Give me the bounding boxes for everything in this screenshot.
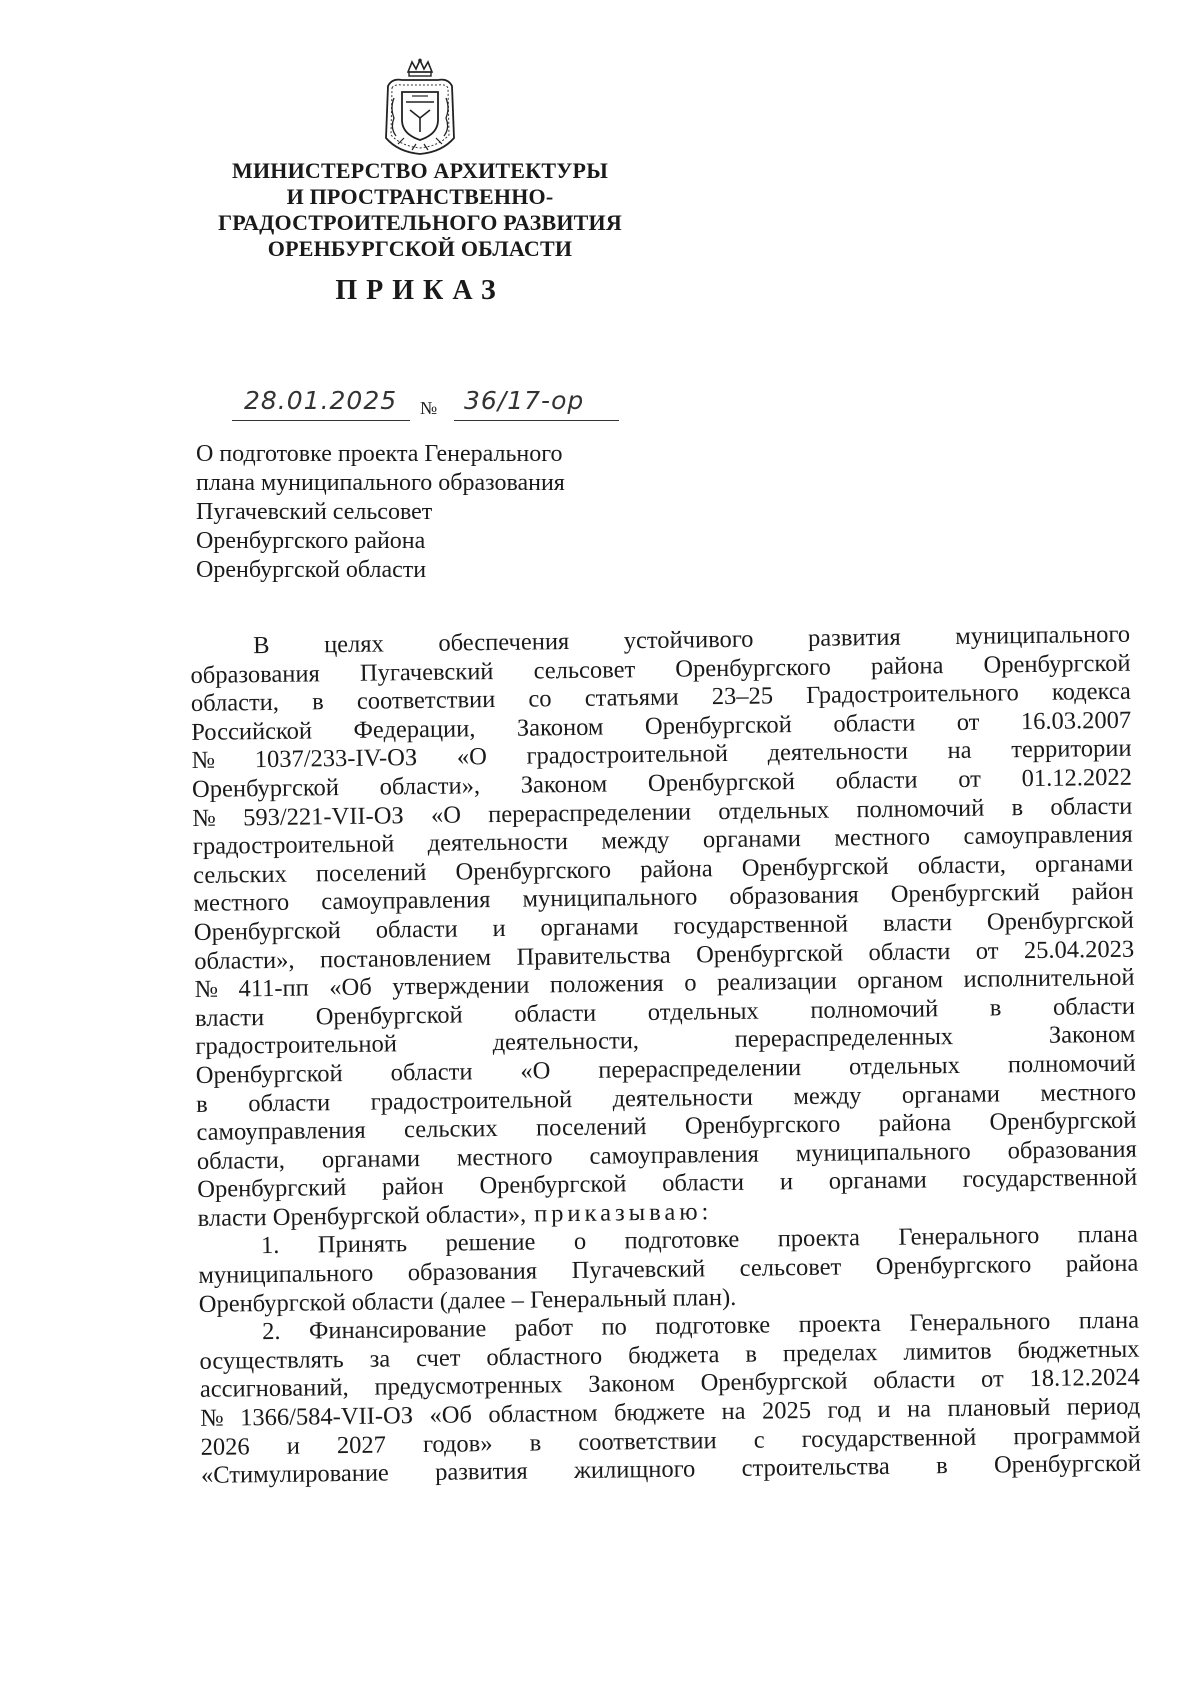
word: в bbox=[311, 688, 324, 716]
word: постановлением bbox=[319, 943, 492, 973]
word: Оренбургской bbox=[191, 774, 340, 803]
word: годов» bbox=[422, 1429, 493, 1458]
order-subject bbox=[196, 440, 676, 585]
number-underline bbox=[454, 420, 619, 421]
word: работ bbox=[514, 1314, 574, 1343]
word: Оренбургской bbox=[986, 906, 1135, 936]
word: сельсовет bbox=[739, 1253, 842, 1282]
word: «Об bbox=[329, 973, 372, 1002]
word: области bbox=[873, 1366, 956, 1395]
word: Законом bbox=[516, 713, 604, 742]
word: муниципального bbox=[198, 1259, 374, 1290]
word: Пугачевский bbox=[571, 1255, 706, 1285]
word: положения bbox=[549, 969, 664, 999]
word: Оренбургского bbox=[455, 856, 612, 886]
word: области», bbox=[379, 772, 481, 801]
word: устойчивого bbox=[623, 625, 754, 655]
word: пределах bbox=[782, 1338, 878, 1368]
word: Российской bbox=[191, 717, 313, 746]
word: полномочий bbox=[810, 994, 939, 1024]
subject-line: Оренбургской области bbox=[196, 557, 427, 583]
word: Оренбургской bbox=[644, 710, 792, 740]
word: плана bbox=[1077, 1221, 1139, 1249]
word: «Стимулирование bbox=[200, 1459, 390, 1490]
ministry-name-line: ГРАДОСТРОИТЕЛЬНОГО РАЗВИТИЯ bbox=[218, 210, 622, 235]
word: градостроительной bbox=[192, 830, 395, 861]
word: Законом bbox=[1048, 1020, 1136, 1050]
word: самоуправления bbox=[196, 1116, 366, 1147]
word: в bbox=[1011, 793, 1024, 821]
word: утверждении bbox=[392, 971, 530, 1001]
word: «О bbox=[456, 743, 487, 771]
word: от bbox=[958, 765, 982, 793]
word: образования bbox=[407, 1257, 538, 1287]
word: областном bbox=[488, 1399, 598, 1429]
word: района bbox=[1065, 1249, 1139, 1278]
word: осуществлять bbox=[199, 1345, 344, 1375]
word: власти bbox=[882, 908, 953, 937]
word: в bbox=[529, 1429, 542, 1457]
word: муниципального bbox=[522, 883, 698, 914]
word: власти bbox=[194, 1003, 265, 1032]
word: 18.12.2024 bbox=[1029, 1364, 1140, 1393]
word: статьями bbox=[584, 683, 679, 713]
word: 16.03.2007 bbox=[1020, 706, 1132, 735]
word: района bbox=[639, 854, 713, 883]
word: области bbox=[514, 999, 597, 1028]
word: плана bbox=[1078, 1306, 1140, 1335]
word: «О bbox=[430, 801, 462, 829]
word: за bbox=[369, 1345, 391, 1373]
word: 593/221-VII-ОЗ bbox=[242, 801, 404, 831]
word: на bbox=[906, 1395, 932, 1423]
ministry-name-line: ОРЕНБУРГСКОЙ ОБЛАСТИ bbox=[267, 236, 573, 261]
word: в bbox=[745, 1340, 758, 1368]
word: период bbox=[1066, 1392, 1141, 1421]
word: образования bbox=[190, 659, 320, 689]
word: области bbox=[375, 915, 458, 944]
handwritten-date: 28.01.2025 bbox=[244, 386, 398, 415]
word: плановый bbox=[947, 1393, 1051, 1423]
word: органом bbox=[857, 966, 944, 995]
word: области bbox=[1052, 992, 1136, 1021]
word: самоуправления bbox=[963, 820, 1133, 851]
word: областного bbox=[486, 1342, 603, 1372]
word: Генерального bbox=[898, 1222, 1040, 1252]
ministry-name-line: МИНИСТЕРСТВО АРХИТЕКТУРЫ bbox=[231, 158, 608, 183]
word: Оренбургской bbox=[983, 649, 1131, 679]
subject-line: Пугачевский сельсовет bbox=[196, 499, 433, 525]
word: местного bbox=[456, 1142, 553, 1172]
coat-of-arms-icon bbox=[382, 58, 458, 156]
word: Оренбургской bbox=[647, 768, 796, 797]
word: местного bbox=[193, 889, 290, 918]
word: сельских bbox=[403, 1115, 498, 1144]
body-text-line: Оренбургской области (далее – Генеральный план). bbox=[198, 1283, 737, 1318]
word: органами bbox=[901, 1079, 1001, 1109]
word: ассигнований, bbox=[199, 1374, 349, 1404]
word: программой bbox=[1013, 1421, 1141, 1450]
word: 25.04.2023 bbox=[1023, 935, 1135, 964]
word: Оренбургского bbox=[875, 1251, 1032, 1281]
word: подготовке bbox=[624, 1226, 740, 1255]
word: Законом bbox=[520, 770, 608, 799]
word: органами bbox=[1034, 849, 1134, 878]
word: градостроительной bbox=[526, 740, 729, 770]
word: от bbox=[980, 1365, 1004, 1394]
document-type-title: ПРИКАЗ bbox=[335, 275, 505, 306]
word: обеспечения bbox=[438, 628, 570, 657]
word: деятельности bbox=[427, 828, 569, 858]
word: области, bbox=[917, 851, 1007, 880]
word: области bbox=[390, 1058, 473, 1087]
word: о bbox=[573, 1228, 587, 1256]
word: местного bbox=[1040, 1078, 1137, 1107]
word: между bbox=[793, 1081, 862, 1110]
word: 1. bbox=[260, 1232, 280, 1260]
word: самоуправления bbox=[321, 886, 491, 916]
word: сельских bbox=[192, 860, 287, 889]
number-label: № bbox=[420, 398, 438, 418]
word: области bbox=[835, 766, 918, 795]
word: поселений bbox=[535, 1113, 647, 1142]
word: и bbox=[779, 1168, 794, 1196]
word: год bbox=[827, 1396, 862, 1424]
word: градостроительной bbox=[195, 1030, 398, 1061]
word: 1037/233-IV-ОЗ bbox=[254, 744, 418, 774]
word: строительства bbox=[741, 1453, 890, 1483]
word: муниципального bbox=[955, 620, 1131, 650]
word: государственной bbox=[801, 1423, 977, 1453]
word: проекта bbox=[777, 1224, 861, 1253]
body-text-line: власти Оренбургской области», bbox=[197, 1200, 527, 1232]
word: Генерального bbox=[909, 1308, 1051, 1337]
word: Оренбургского bbox=[684, 1110, 841, 1140]
word: счет bbox=[415, 1344, 461, 1372]
word: соответствии bbox=[578, 1426, 717, 1456]
word: и bbox=[492, 914, 506, 943]
word: области bbox=[833, 709, 916, 738]
word: Федерации, bbox=[353, 715, 476, 744]
word: Пугачевский bbox=[359, 657, 494, 687]
word: района bbox=[878, 1109, 952, 1138]
word: Градостроительного bbox=[806, 679, 1019, 710]
word: области bbox=[1050, 792, 1133, 821]
word: самоуправления bbox=[589, 1140, 759, 1170]
ministry-name-line: И ПРОСТРАНСТВЕННО- bbox=[286, 184, 554, 209]
word: в bbox=[935, 1452, 948, 1480]
word: поселений bbox=[315, 858, 427, 888]
word: на bbox=[721, 1397, 746, 1426]
word: район bbox=[381, 1173, 444, 1201]
word: отдельных bbox=[647, 997, 759, 1026]
word: в bbox=[989, 994, 1002, 1022]
word: от bbox=[956, 708, 980, 736]
word: полномочий bbox=[856, 794, 985, 823]
word: органами bbox=[540, 913, 639, 942]
subject-line: плана муниципального образования bbox=[196, 470, 565, 496]
word: «Об bbox=[429, 1401, 473, 1429]
word: перераспределении bbox=[598, 1053, 802, 1084]
word: области bbox=[248, 1088, 331, 1117]
word: развития bbox=[434, 1457, 528, 1487]
word: на bbox=[947, 737, 972, 765]
word: Оренбургского bbox=[675, 653, 831, 683]
word: области», bbox=[194, 946, 295, 975]
word: между bbox=[601, 826, 670, 855]
word: государственной bbox=[673, 910, 849, 940]
word: развития bbox=[807, 623, 901, 652]
word: образования bbox=[729, 881, 859, 911]
word: перераспределенных bbox=[734, 1023, 954, 1054]
word: полномочий bbox=[1007, 1049, 1136, 1079]
word: В bbox=[252, 631, 270, 660]
word: соответствии bbox=[356, 686, 496, 716]
word: и bbox=[286, 1432, 301, 1460]
word: 1366/584-VII-ОЗ bbox=[239, 1402, 414, 1432]
decree-word: приказываю: bbox=[533, 1198, 713, 1228]
word: Оренбургской bbox=[741, 852, 889, 882]
word: № bbox=[200, 1404, 224, 1432]
word: сельсовет bbox=[533, 655, 636, 685]
word: Оренбургский bbox=[890, 879, 1040, 909]
word: решение bbox=[445, 1229, 536, 1258]
word: области, bbox=[196, 1146, 286, 1175]
word: кодекса bbox=[1051, 677, 1132, 706]
word: отдельных bbox=[848, 1051, 961, 1081]
word: № bbox=[191, 747, 216, 775]
word: «О bbox=[520, 1057, 551, 1085]
word: перераспределении bbox=[488, 798, 692, 828]
word: области, bbox=[190, 689, 280, 718]
word: жилищного bbox=[573, 1455, 696, 1485]
word: 2027 bbox=[336, 1431, 387, 1459]
subject-line: О подготовке проекта Генерального bbox=[196, 441, 563, 467]
date-underline bbox=[232, 420, 410, 421]
word: 2026 bbox=[200, 1432, 250, 1461]
word: предусмотренных bbox=[374, 1371, 563, 1402]
word: Оренбургской bbox=[193, 916, 341, 946]
word: проекта bbox=[798, 1310, 882, 1339]
word: со bbox=[528, 685, 552, 713]
word: и bbox=[877, 1395, 891, 1424]
word: лимитов bbox=[903, 1337, 992, 1366]
word: органами bbox=[828, 1166, 927, 1195]
word: области bbox=[868, 937, 951, 966]
subject-line: Оренбургского района bbox=[196, 528, 426, 554]
word: градостроительной bbox=[370, 1085, 573, 1116]
word: Оренбургской bbox=[195, 1059, 343, 1089]
word: Оренбургской bbox=[695, 939, 844, 968]
word: бюджете bbox=[613, 1398, 706, 1427]
word: государственной bbox=[962, 1163, 1138, 1194]
word: № bbox=[194, 975, 219, 1004]
word: Законом bbox=[588, 1370, 675, 1399]
word: в bbox=[195, 1090, 208, 1118]
registration-line bbox=[232, 386, 632, 426]
word: муниципального bbox=[795, 1137, 971, 1167]
word: Оренбургской bbox=[993, 1449, 1142, 1479]
word: Правительства bbox=[516, 941, 671, 971]
word: от bbox=[975, 936, 999, 965]
word: деятельности bbox=[767, 737, 909, 767]
word: деятельности bbox=[612, 1083, 754, 1113]
word: № bbox=[192, 804, 216, 832]
word: Принять bbox=[317, 1230, 408, 1259]
order-body bbox=[190, 621, 1141, 1491]
word: местного bbox=[834, 823, 931, 852]
preamble-paragraph bbox=[190, 621, 1137, 1205]
word: подготовке bbox=[655, 1311, 771, 1341]
word: исполнительной bbox=[963, 963, 1135, 994]
handwritten-number: 36/17-ор bbox=[464, 386, 585, 415]
ministry-name bbox=[150, 158, 690, 262]
word: район bbox=[1071, 878, 1134, 906]
word: с bbox=[753, 1426, 765, 1454]
word: 2025 bbox=[761, 1396, 812, 1425]
word: бюджета bbox=[627, 1340, 720, 1370]
word: Оренбургской bbox=[479, 1170, 627, 1200]
word: Финансирование bbox=[308, 1315, 487, 1345]
word: 2. bbox=[261, 1318, 281, 1346]
order-item-2 bbox=[199, 1307, 1141, 1491]
word: деятельности, bbox=[492, 1027, 640, 1057]
word: Оренбургский bbox=[197, 1174, 347, 1204]
word: реализации bbox=[716, 967, 837, 997]
word: 411-пп bbox=[238, 974, 309, 1003]
word: органами bbox=[321, 1144, 421, 1174]
word: о bbox=[684, 969, 697, 997]
word: 23–25 bbox=[711, 682, 774, 711]
word: бюджетных bbox=[1017, 1335, 1140, 1365]
word: территории bbox=[1011, 735, 1132, 764]
word: Оренбургской bbox=[700, 1367, 848, 1397]
word: района bbox=[870, 651, 944, 680]
word: 01.12.2022 bbox=[1021, 763, 1133, 793]
word: Оренбургской bbox=[315, 1001, 463, 1031]
word: целях bbox=[323, 630, 385, 659]
word: области bbox=[661, 1169, 745, 1198]
word: образования bbox=[1007, 1135, 1138, 1165]
word: органами bbox=[702, 825, 802, 854]
word: Оренбургской bbox=[989, 1106, 1137, 1136]
word: отдельных bbox=[718, 796, 830, 825]
word: по bbox=[601, 1313, 628, 1341]
